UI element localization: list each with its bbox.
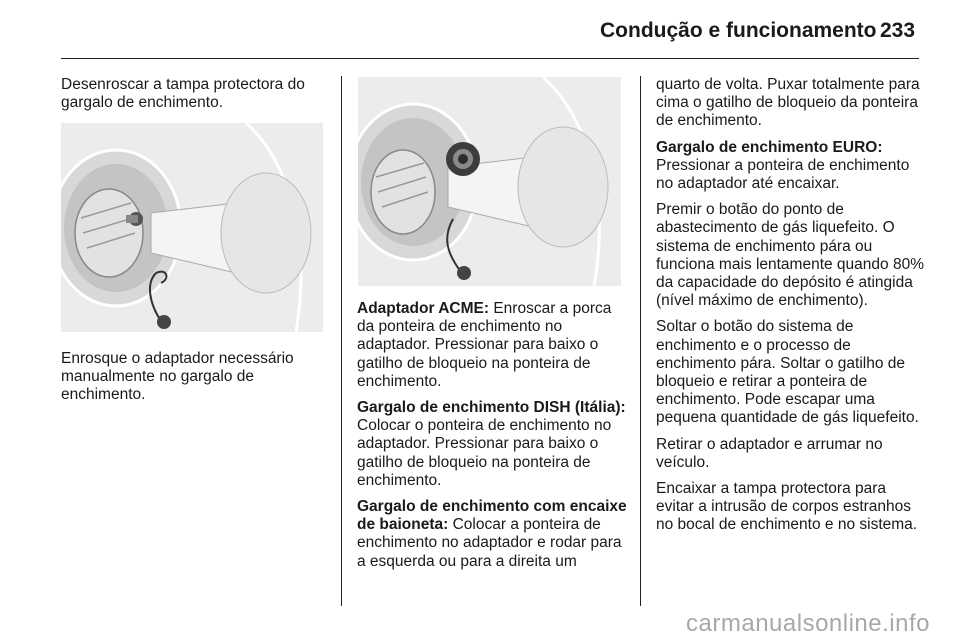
dish-heading: Gargalo de enchimento DISH (Itália): [357, 399, 626, 417]
bayonet-text: Colocar a ponteira de enchimento no adaptador e rodar para a esquerda ou para a direita um [357, 516, 622, 570]
column-divider-1 [341, 76, 342, 606]
column-1-lower [61, 350, 326, 413]
page-title: Condução e funcionamento [600, 19, 877, 42]
paragraph-press-button: Premir o botão do ponto de abastecimento de gás liquefeito. O sistema de enchimento pára ou funciona mais lentamente quando 80% da capacidade do depósito é atingida (nível máximo de enchimento). [656, 201, 924, 310]
column-3 [656, 76, 924, 543]
euro-heading: Gargalo de enchimento EURO: [656, 138, 883, 156]
header-rule [61, 58, 919, 59]
page-number: 233 [880, 19, 916, 42]
page-header [0, 0, 960, 60]
paragraph-euro-nozzle [656, 139, 924, 194]
paragraph-bayonet-nozzle [357, 498, 627, 571]
paragraph-quarter-turn: quarto de volta. Puxar totalmente para cima o gatilho de bloqueio da ponteira de enchimento. [656, 76, 920, 130]
bayonet-heading: Gargalo de enchimento com encaixe de baioneta: [357, 498, 627, 534]
column-2 [357, 300, 627, 579]
paragraph-screw-adapter: Enrosque o adaptador necessário manualmente no gargalo de enchimento. [61, 350, 294, 404]
column-1 [61, 76, 326, 120]
adapter-installed-illustration [358, 77, 621, 286]
euro-text: Pressionar a ponteira de enchimento no adaptador até encaixar. [656, 156, 910, 193]
paragraph-unscrew-cap: Desenroscar a tampa protectora do gargalo de enchimento. [61, 76, 305, 112]
dish-text: Colocar o ponteira de enchimento no adaptador. Pressionar para baixo o gatilho de bloqueio na ponteira de enchimento. [357, 417, 612, 489]
paragraph-remove-adapter: Retirar o adaptador e arrumar no veículo. [656, 435, 883, 471]
paragraph-dish-nozzle [357, 399, 627, 490]
watermark: carmanualsonline.info [686, 610, 930, 637]
acme-text: Enroscar a porca da ponteira de enchimento no adaptador. Pressionar para baixo o gatilho de bloqueio na ponteira de enchimento. [357, 300, 612, 390]
column-divider-2 [640, 76, 641, 606]
paragraph-fit-cap: Encaixar a tampa protectora para evitar a intrusão de corpos estranhos no bocal de enchimento e no sistema. [656, 480, 918, 534]
fuel-filler-cap-illustration [61, 123, 323, 332]
paragraph-acme-adapter [357, 300, 627, 391]
paragraph-release-button: Soltar o botão do sistema de enchimento e o processo de enchimento pára. Soltar o gatilho de bloqueio e retirar a ponteira de enchimento. Pode escapar uma pequena quantidade de gás liquefeito. [656, 318, 919, 427]
page-footer [0, 606, 960, 642]
acme-heading: Adaptador ACME: [357, 300, 490, 317]
